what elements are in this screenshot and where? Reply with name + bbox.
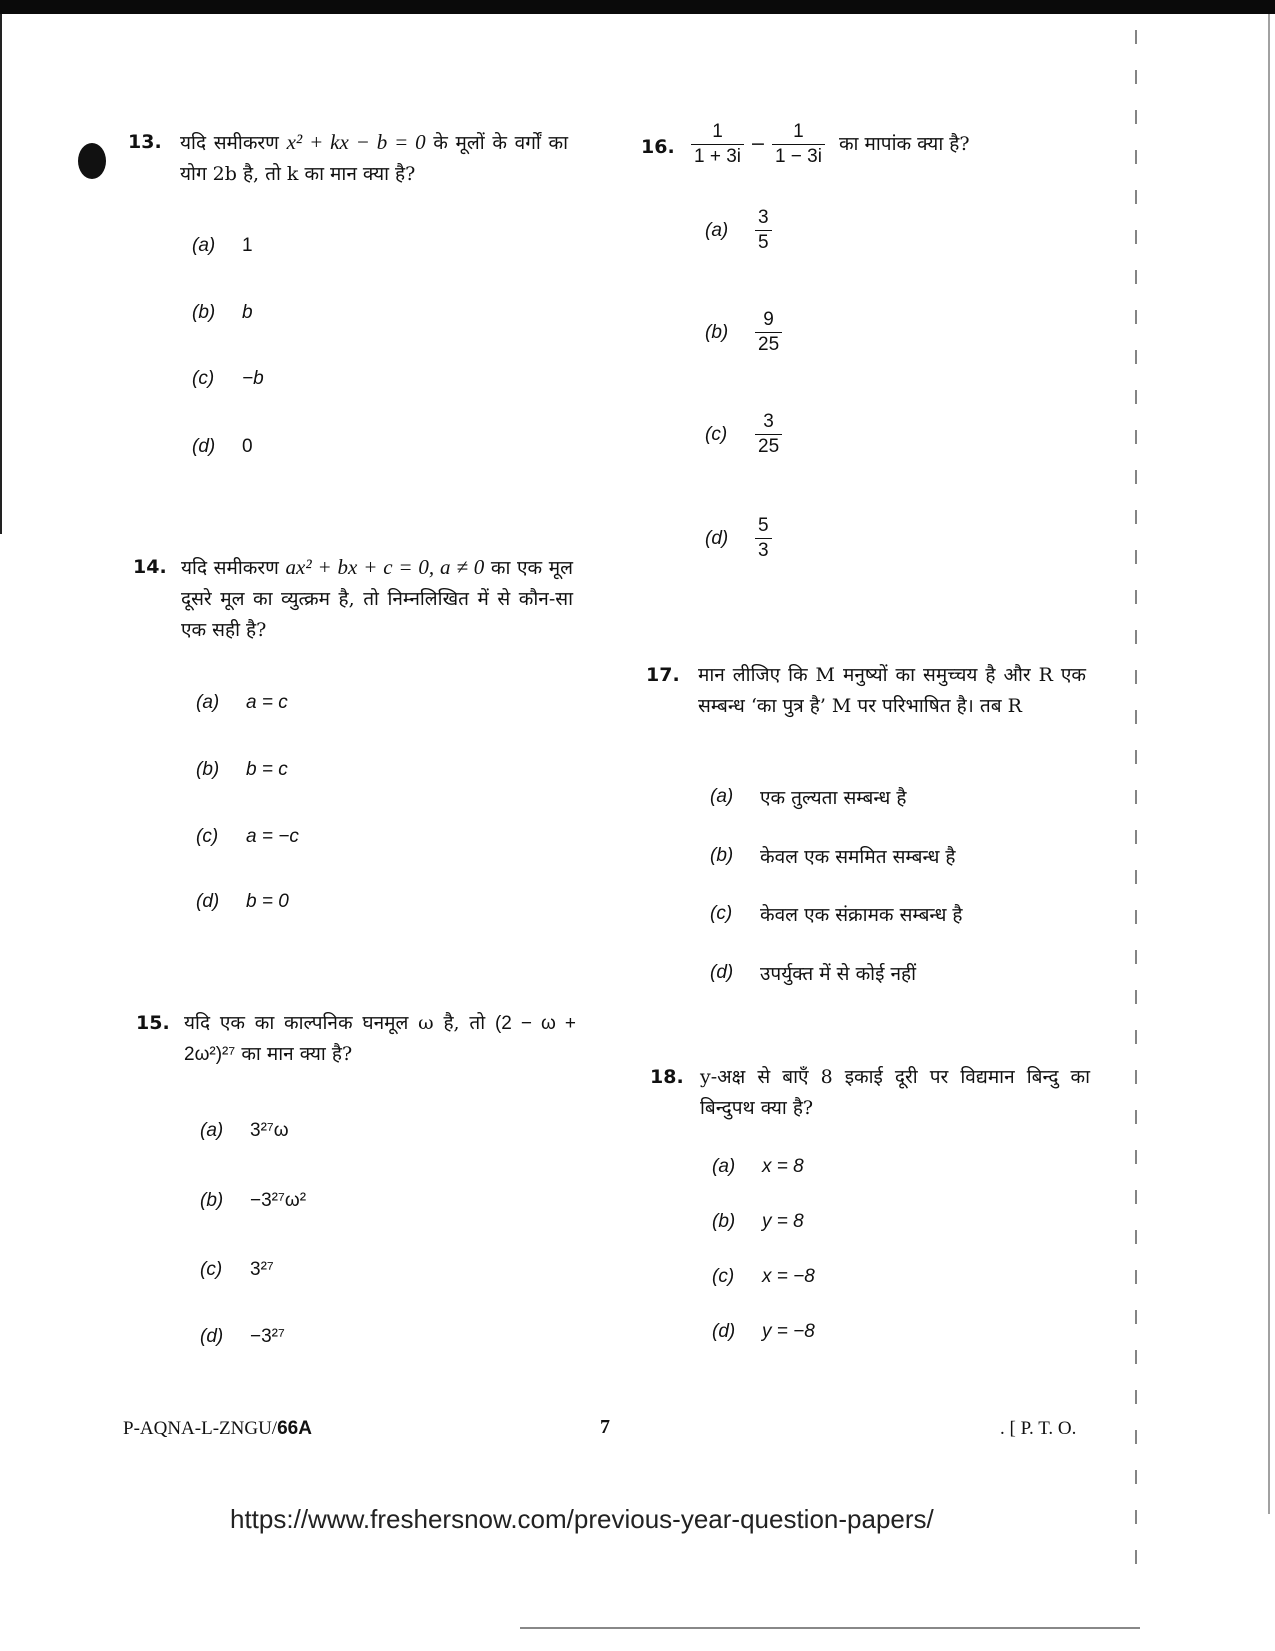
- option-16b[interactable]: (b) $\frac{9}{25}$: [705, 308, 782, 357]
- option-15c[interactable]: (c) 3²⁷: [200, 1259, 274, 1280]
- option-15b[interactable]: (b) −3²⁷ω²: [200, 1190, 307, 1211]
- scan-right-edge: [1268, 14, 1270, 1514]
- option-17a[interactable]: (a) एक तुल्यता सम्बन्ध है: [710, 786, 907, 809]
- fraction: $\frac{5}{3}$: [755, 514, 772, 563]
- question-number: 17.: [646, 664, 680, 686]
- option-14d[interactable]: (d) b = 0: [196, 891, 289, 912]
- scan-right-dashed-line: [1135, 30, 1137, 1590]
- question-number: 16.: [641, 136, 675, 158]
- question-16: [641, 120, 1081, 169]
- option-13c[interactable]: (c) −b: [192, 368, 264, 389]
- question-number: 13.: [128, 131, 162, 153]
- question-18: [650, 1062, 1090, 1124]
- option-18d[interactable]: (d) y = −8: [712, 1321, 815, 1342]
- ink-blot-mark: [78, 143, 106, 179]
- option-18b[interactable]: (b) y = 8: [712, 1211, 804, 1232]
- question-14: [133, 552, 573, 646]
- option-14a[interactable]: (a) a = c: [196, 692, 288, 713]
- fraction: $\frac{3}{25}$: [755, 410, 782, 459]
- question-text: $\frac{1}{1 + 3i}$ − $\frac{1}{1 - 3i}$ का मापांक क्या है?: [691, 120, 1081, 169]
- question-number: 14.: [133, 556, 167, 578]
- option-17c[interactable]: (c) केवल एक संक्रामक सम्बन्ध है: [710, 903, 963, 926]
- question-13: [128, 127, 568, 190]
- paper-code: P-AQNA-L-ZNGU/66A: [123, 1418, 312, 1439]
- scan-left-border: [0, 14, 2, 534]
- page-number: 7: [600, 1416, 610, 1438]
- scan-top-border: [0, 0, 1275, 14]
- option-15a[interactable]: (a) 3²⁷ω: [200, 1120, 289, 1141]
- option-16c[interactable]: (c) $\frac{3}{25}$: [705, 410, 782, 459]
- option-14b[interactable]: (b) b = c: [196, 759, 288, 780]
- question-15: [136, 1008, 576, 1070]
- equation: x² + kx − b = 0: [286, 130, 426, 154]
- fraction-2: $\frac{1}{1 - 3i}$: [772, 120, 825, 169]
- fraction-1: $\frac{1}{1 + 3i}$: [691, 120, 744, 169]
- option-16d[interactable]: (d) $\frac{5}{3}$: [705, 514, 772, 563]
- fraction: $\frac{3}{5}$: [755, 206, 772, 255]
- option-15d[interactable]: (d) −3²⁷: [200, 1326, 285, 1347]
- option-14c[interactable]: (c) a = −c: [196, 826, 299, 847]
- question-17: [646, 660, 1086, 722]
- option-18c[interactable]: (c) x = −8: [712, 1266, 815, 1287]
- question-text: मान लीजिए कि M मनुष्यों का समुच्चय है और R एक सम्बन्ध ‘का पुत्र है’ M पर परिभाषित है। तब R: [698, 664, 1086, 717]
- question-number: 15.: [136, 1012, 170, 1034]
- option-16a[interactable]: (a) $\frac{3}{5}$: [705, 206, 772, 255]
- option-13b[interactable]: (b) b: [192, 302, 253, 323]
- question-text: y-अक्ष से बाएँ 8 इकाई दूरी पर विद्यमान बिन्दु का बिन्दुपथ क्या है?: [700, 1066, 1090, 1119]
- pto-label: . [ P. T. O.: [1000, 1418, 1077, 1439]
- option-13d[interactable]: (d) 0: [192, 436, 253, 457]
- option-17d[interactable]: (d) उपर्युक्त में से कोई नहीं: [710, 962, 916, 985]
- fraction: $\frac{9}{25}$: [755, 308, 782, 357]
- question-text: यदि समीकरण ax² + bx + c = 0, a ≠ 0 का एक मूल दूसरे मूल का व्युत्क्रम है, तो निम्नलिखित में से कौन-सा एक सही है?: [181, 555, 574, 641]
- expression: (2 − ω + 2ω²)²⁷: [184, 1013, 577, 1065]
- equation: ax² + bx + c = 0, a ≠ 0: [285, 555, 485, 579]
- option-17b[interactable]: (b) केवल एक सममित सम्बन्ध है: [710, 845, 956, 868]
- question-number: 18.: [650, 1066, 684, 1088]
- question-text: यदि समीकरण x² + kx − b = 0 के मूलों के वर्गों का योग 2b है, तो k का मान क्या है?: [180, 130, 568, 185]
- option-18a[interactable]: (a) x = 8: [712, 1156, 804, 1177]
- question-text: यदि एक का काल्पनिक घनमूल ω है, तो (2 − ω + 2ω²)²⁷ का मान क्या है?: [184, 1012, 577, 1065]
- scan-bottom-line: [520, 1627, 1140, 1629]
- source-url-link[interactable]: https://www.freshersnow.com/previous-year-question-papers/: [230, 1504, 934, 1534]
- option-13a[interactable]: (a) 1: [192, 235, 253, 256]
